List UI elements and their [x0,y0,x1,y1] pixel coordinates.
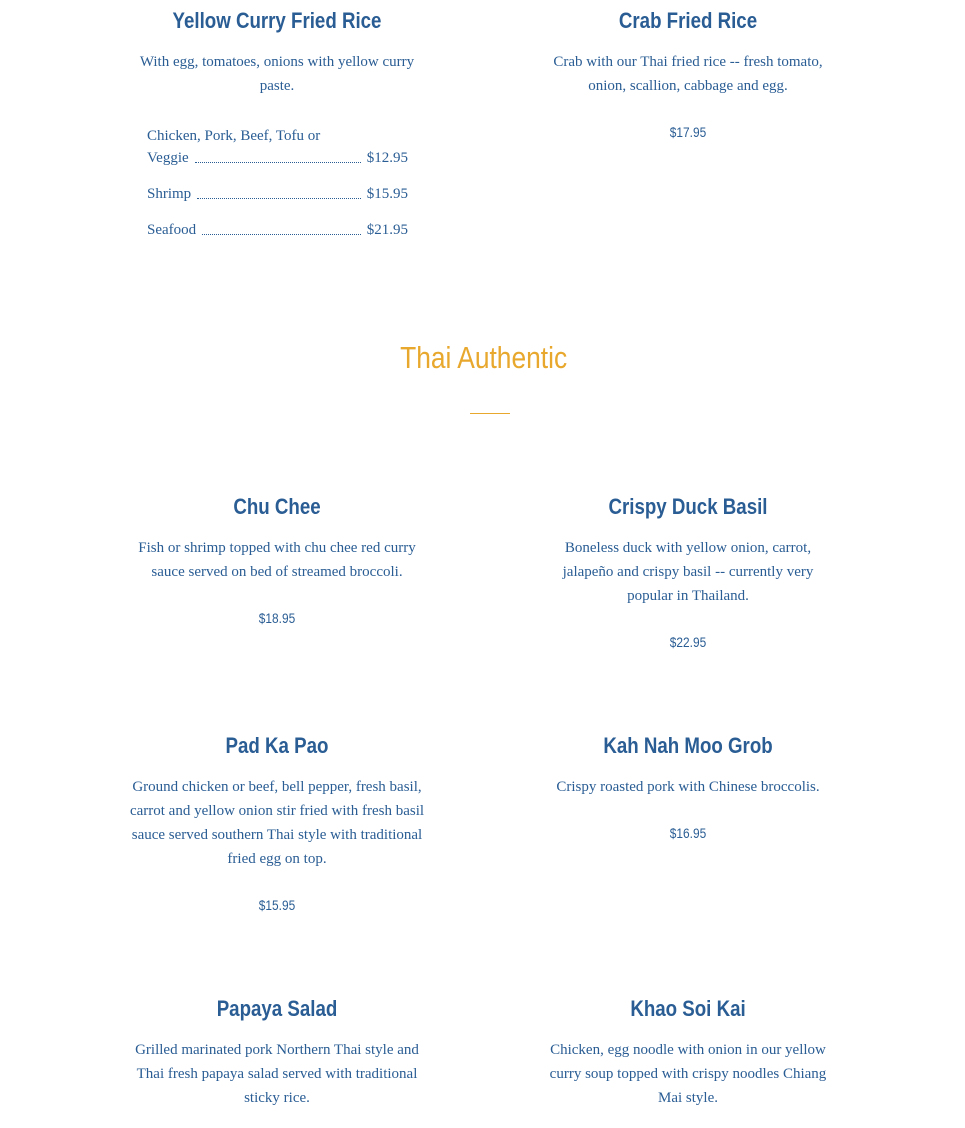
item-title: Khao Soi Kai [630,996,746,1021]
item-description: With egg, tomatoes, onions with yellow curry paste. [139,54,415,94]
dot-leader [202,233,361,235]
option-name: Shrimp [147,186,192,202]
item-title: Yellow Curry Fried Rice [172,8,382,33]
item-description: Fish or shrimp topped with chu chee red curry sauce served on bed of streamed broccoli. [138,540,416,580]
item-title: Pad Ka Pao [225,733,329,758]
option-name: Veggie [147,150,189,166]
item-price: $15.95 [258,897,296,913]
option-price: $21.95 [366,222,408,238]
option-price: $15.95 [366,186,408,202]
item-price: $18.95 [258,610,296,626]
option-name: Seafood [147,222,197,238]
dot-leader [195,161,361,163]
option-row [147,183,408,205]
item-description: Crispy roasted pork with Chinese broccolis. [556,779,820,795]
menu-item-pad-ka-pao [127,732,427,913]
option-row [147,219,408,241]
item-title: Crispy Duck Basil [608,494,768,519]
item-description: Ground chicken or beef, bell pepper, fresh basil, carrot and yellow onion stir fried with fresh basil sauce served southern Thai style with traditional fried egg on top. [129,779,425,867]
item-price: $17.95 [669,124,707,140]
menu-item-khao-soi-kai [538,995,838,1110]
menu-item-chu-chee [127,493,427,626]
option-price: $12.95 [366,150,408,166]
section-divider [470,413,510,414]
option-name: Chicken, Pork, Beef, Tofu or [147,128,321,144]
option-row [147,125,408,169]
menu-item-yellow-curry-fried-rice [127,7,427,98]
item-description: Crab with our Thai fried rice -- fresh tomato, onion, scallion, cabbage and egg. [553,54,823,94]
item-description: Grilled marinated pork Northern Thai style and Thai fresh papaya salad served with traditional sticky rice. [135,1042,419,1106]
item-description: Boneless duck with yellow onion, carrot, jalapeño and crispy basil -- currently very popular in Thailand. [562,540,814,604]
menu-item-crab-fried-rice [538,7,838,140]
section-title: Thai Authentic [400,340,568,375]
menu-item-kah-nah-moo-grob [538,732,838,841]
menu-item-papaya-salad [127,995,427,1110]
item-title: Papaya Salad [216,996,338,1021]
item-title: Chu Chee [233,494,321,519]
item-price: $22.95 [669,634,707,650]
item-description: Chicken, egg noodle with onion in our yellow curry soup topped with crispy noodles Chiang Mai style. [549,1042,827,1106]
price-options [147,125,408,241]
item-price: $16.95 [669,825,707,841]
item-title: Crab Fried Rice [618,8,758,33]
menu-item-crispy-duck-basil [538,493,838,650]
item-title: Kah Nah Moo Grob [603,733,773,758]
dot-leader [197,197,361,199]
